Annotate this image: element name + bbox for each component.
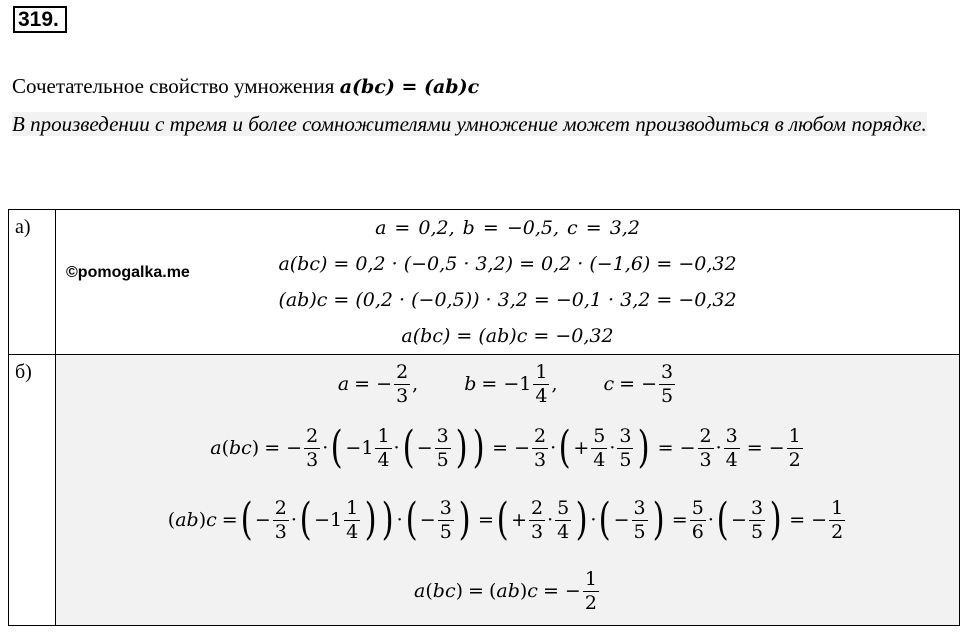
fraction: $\frac{2}{3}$: [306, 424, 319, 471]
fraction: $\frac{3}{5}$: [750, 496, 764, 543]
fraction: $\frac{1}{4}$: [535, 360, 548, 407]
fraction: $\frac{3}{5}$: [633, 496, 646, 543]
fraction: $\frac{2}{3}$: [534, 424, 547, 471]
problem-number: 319.: [13, 6, 67, 33]
solution-row-b: [9, 355, 960, 626]
fraction: $\frac{1}{2}$: [831, 496, 844, 543]
fraction: $\frac{2}{3}$: [699, 424, 712, 471]
part-a-line-4: a(bc) = (ab)c = −0,32: [401, 325, 614, 347]
solution-row-a: [9, 210, 960, 355]
rule-formula: a(bc) = (ab)c: [339, 76, 480, 98]
rule-note: В произведении с тремя и более сомножителями умножение может производиться в любом порядке.: [12, 112, 927, 136]
fraction: $\frac{3}{5}$: [436, 424, 449, 471]
watermark: ©pomogalka.me: [66, 264, 190, 281]
part-b-line-3: ( ab ) c = ( − $\frac{2}{3}$ · ( − 1 $\frac{1}{4}$ ) ) · ( − $\frac{3}{5}$ ) = ( + $\frac{2}{3}$ · $\frac{5}{4}$ ) · ( − $\frac{3}{5}$ ) = $\frac{5}{6}$ · ( − $\frac{3}{5}$ ) = − $\frac{1}{2}$: [167, 494, 844, 545]
solution-table: [8, 209, 960, 626]
fraction: $\frac{3}{4}$: [725, 424, 738, 471]
fraction: $\frac{1}{4}$: [346, 496, 359, 543]
fraction: $\frac{3}{5}$: [619, 424, 632, 471]
fraction: $\frac{5}{4}$: [593, 424, 606, 471]
fraction: $\frac{3}{5}$: [439, 496, 452, 543]
part-b-line-2: a ( bc ) = − $\frac{2}{3}$ · ( − 1 $\frac{1}{4}$ · ( − $\frac{3}{5}$ ) ) = − $\frac{2}{3}$ · ( + $\frac{5}{4}$ · $\frac{3}{5}$ ) = − $\frac{2}{3}$ · $\frac{3}{4}$ = − $\frac{1}{2}$: [210, 422, 801, 473]
fraction: $\frac{5}{6}$: [691, 496, 704, 543]
part-a-line-2: a(bc) = 0,2 · (−0,5 · 3,2) = 0,2 · (−1,6) = −0,32: [278, 253, 737, 275]
part-a-line-1: a = 0,2, b = −0,5, c = 3,2: [375, 217, 640, 239]
part-b-line-4: a ( bc ) = ( ab ) c = − $\frac{1}{2}$: [414, 567, 597, 614]
fraction: $\frac{1}{4}$: [377, 424, 390, 471]
part-a-line-3: (ab)c = (0,2 · (−0,5)) · 3,2 = −0,1 · 3,2 = −0,32: [278, 289, 737, 311]
part-b-line-1: a = − $\frac{2}{3}$ , b = − 1 $\frac{1}{4}$ , c = − $\frac{3}{5}$: [337, 360, 674, 407]
fraction: $\frac{1}{2}$: [788, 424, 801, 471]
fraction: $\frac{5}{4}$: [557, 496, 570, 543]
fraction: $\frac{1}{2}$: [584, 567, 597, 614]
part-a-content: [56, 210, 960, 355]
part-b-content: [56, 355, 960, 626]
rule-text: Сочетательное свойство умножения: [12, 74, 335, 98]
fraction: $\frac{2}{3}$: [530, 496, 544, 543]
part-a-label: а): [9, 210, 56, 355]
part-b-label: б): [9, 355, 56, 626]
fraction: $\frac{2}{3}$: [274, 496, 287, 543]
fraction: $\frac{3}{5}$: [661, 360, 674, 407]
fraction: $\frac{2}{3}$: [396, 360, 409, 407]
rule-statement: [12, 74, 479, 99]
